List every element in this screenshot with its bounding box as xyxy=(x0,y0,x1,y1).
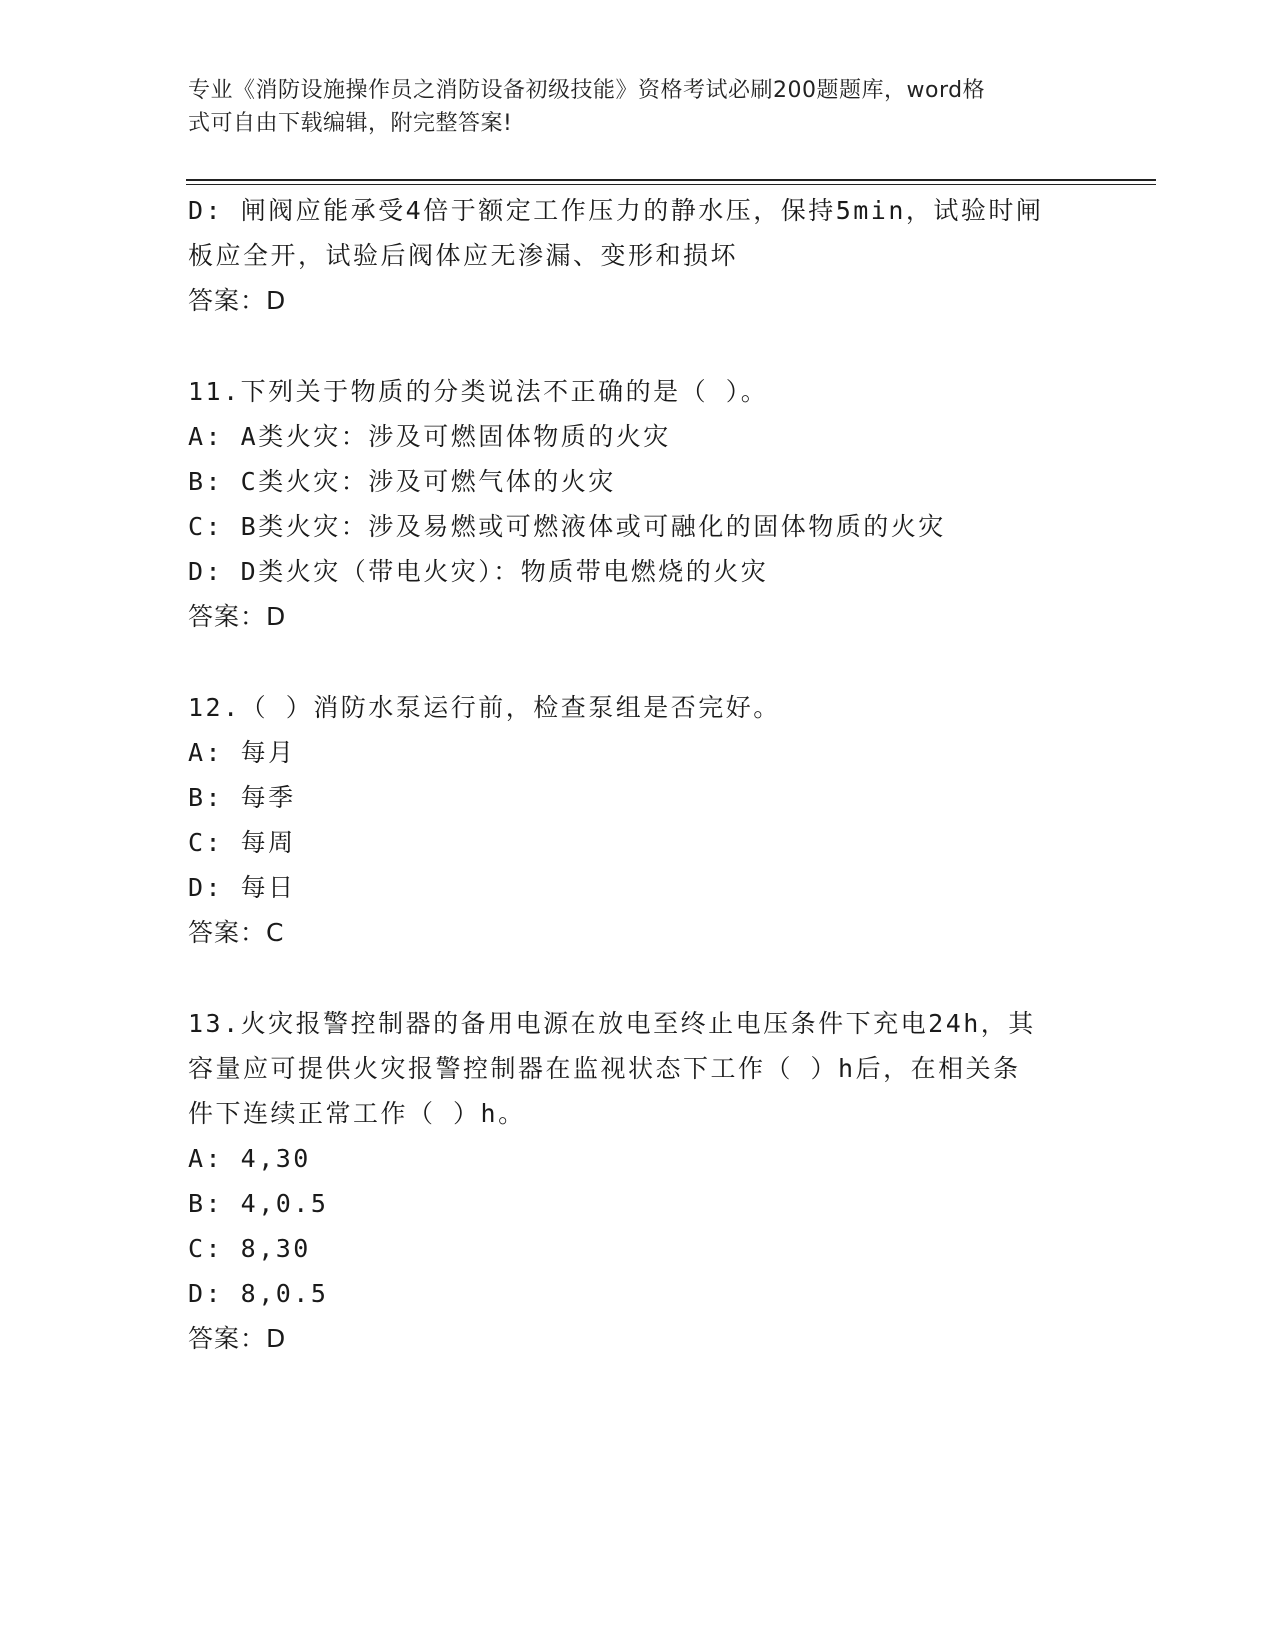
header-line-2: 式可自由下载编辑，附完整答案! xyxy=(188,111,513,136)
option-d-continued: 板应全开，试验后阀体应无渗漏、变形和损坏 xyxy=(188,241,739,270)
header-divider-thin xyxy=(186,184,1156,185)
option-d: D: 闸阀应能承受4倍于额定工作压力的静水压，保持5min，试验时闸 xyxy=(188,196,1044,225)
option-a: A: A类火灾：涉及可燃固体物质的火灾 xyxy=(188,422,671,451)
option-b: B: 每季 xyxy=(188,783,296,812)
spacer xyxy=(188,955,1088,1001)
question-stem-continued: 容量应可提供火灾报警控制器在监视状态下工作（ ）h后，在相关条 xyxy=(188,1054,1021,1083)
question-stem: 13.火灾报警控制器的备用电源在放电至终止电压条件下充电24h，其 xyxy=(188,1009,1036,1038)
option-c: C: 8,30 xyxy=(188,1234,311,1263)
question-block-prev xyxy=(188,188,1088,323)
question-block-11 xyxy=(188,369,1088,639)
question-stem-continued: 件下连续正常工作（ ）h。 xyxy=(188,1099,526,1128)
header-line-1: 专业《消防设施操作员之消防设备初级技能》资格考试必刷200题题库，word格 xyxy=(188,78,986,103)
option-b: B: 4,0.5 xyxy=(188,1189,329,1218)
answer: 答案：D xyxy=(188,1324,287,1353)
spacer xyxy=(188,323,1088,369)
question-block-13 xyxy=(188,1001,1088,1361)
option-a: A: 4,30 xyxy=(188,1144,311,1173)
option-d: D: 8,0.5 xyxy=(188,1279,329,1308)
option-a: A: 每月 xyxy=(188,738,296,767)
spacer xyxy=(188,639,1088,685)
question-stem: 12.（ ）消防水泵运行前，检查泵组是否完好。 xyxy=(188,693,781,722)
answer: 答案：D xyxy=(188,286,287,315)
header-divider-thick xyxy=(186,179,1156,181)
question-list xyxy=(188,188,1088,1361)
option-c: C: B类火灾：涉及易燃或可燃液体或可融化的固体物质的火灾 xyxy=(188,512,946,541)
option-b: B: C类火灾：涉及可燃气体的火灾 xyxy=(188,467,616,496)
question-stem: 11.下列关于物质的分类说法不正确的是（ ）。 xyxy=(188,377,769,406)
answer: 答案：C xyxy=(188,918,285,947)
option-d: D: D类火灾（带电火灾）：物质带电燃烧的火灾 xyxy=(188,557,769,586)
question-block-12 xyxy=(188,685,1088,955)
page-header xyxy=(188,74,1068,140)
option-c: C: 每周 xyxy=(188,828,296,857)
option-d: D: 每日 xyxy=(188,873,296,902)
answer: 答案：D xyxy=(188,602,287,631)
